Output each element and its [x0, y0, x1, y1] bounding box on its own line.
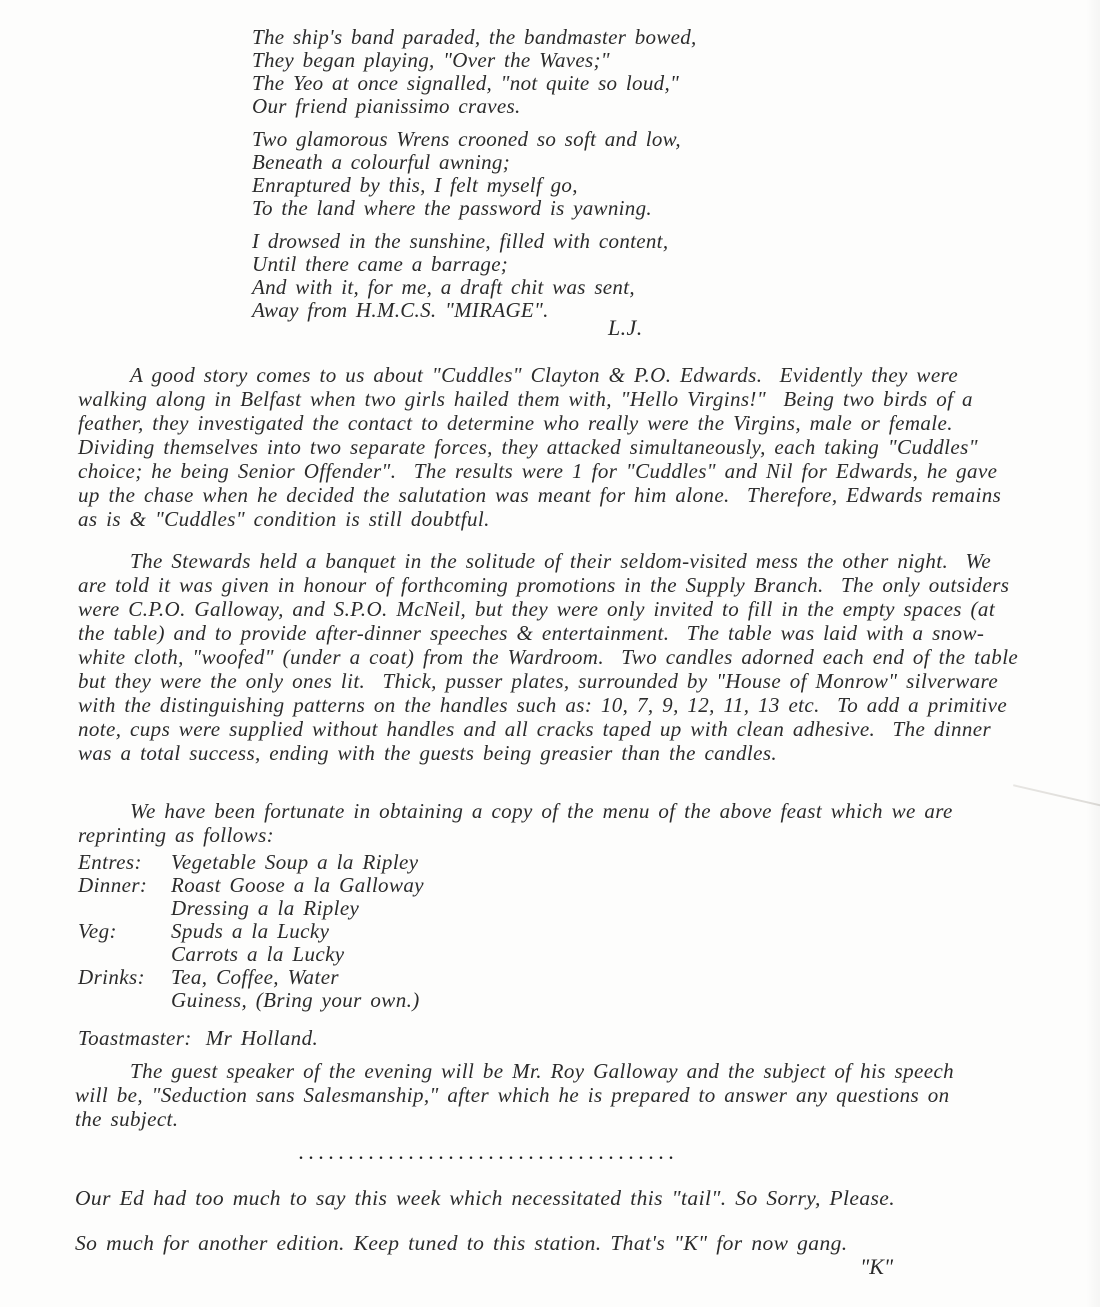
menu-row-veg — [78, 920, 424, 966]
poem-stanza-2 — [252, 128, 697, 220]
poem-line: I drowsed in the sunshine, filled with content, — [252, 229, 669, 253]
guest-speaker-paragraph: The guest speaker of the evening will be Mr. Roy Galloway and the subject of his speech will be, "Seduction sans Salesmanship," after which he is prepared to answer any questions on the subject. — [75, 1059, 963, 1131]
menu-row-entres — [78, 851, 424, 874]
editor-note-line-2: So much for another edition. Keep tuned to this station. That's "K" for now gang. — [75, 1231, 848, 1255]
story-paragraph-cuddles: A good story comes to us about "Cuddles" Clayton & P.O. Edwards. Evidently they were walking along in Belfast when two girls hailed them with, "Hello Virgins!" Being two birds of a feather, they investigated the contact to determine who really were the Virgins, male or female. Dividing themselves into two separate forces, they attacked simultaneously, each taking "Cuddles" choice; he being Senior Offender". The results were 1 for "Cuddles" and Nil for Edwards, he gave up the chase when he decided the salutation was meant for him alone. Therefore, Edwards remains as is & "Cuddles" condition is still doubtful. — [78, 363, 1010, 531]
menu-row-dinner — [78, 874, 424, 920]
poem-stanza-3 — [252, 230, 697, 322]
poem-line: Away from H.M.C.S. "MIRAGE". — [252, 298, 549, 322]
poem-line: Beneath a colourful awning; — [252, 150, 510, 174]
poem-line: And with it, for me, a draft chit was sent, — [252, 275, 635, 299]
poem-line: Until there came a barrage; — [252, 252, 509, 276]
menu-course-label: Veg: — [78, 919, 117, 943]
poem-line: The Yeo at once signalled, "not quite so loud," — [252, 71, 680, 95]
menu-item: Vegetable Soup a la Ripley — [171, 850, 419, 874]
poem-line: The ship's band paraded, the bandmaster bowed, — [252, 25, 697, 49]
poem-line: To the land where the password is yawning. — [252, 196, 652, 220]
signoff-k: "K" — [860, 1254, 894, 1279]
editor-note-line-1: Our Ed had too much to say this week which necessitated this "tail". So Sorry, Please. — [75, 1186, 896, 1210]
poem-block — [252, 26, 697, 332]
menu-item: Dressing a la Ripley — [171, 896, 360, 920]
poem-line: Two glamorous Wrens crooned so soft and low, — [252, 127, 681, 151]
menu-course-label: Dinner: — [78, 873, 148, 897]
toastmaster-label: Toastmaster: — [78, 1026, 192, 1050]
poem-signature: L.J. — [608, 315, 643, 340]
dotted-separator: ...................................... — [299, 1146, 679, 1163]
menu-item: Tea, Coffee, Water — [171, 965, 339, 989]
menu-item: Guiness, (Bring your own.) — [171, 988, 420, 1012]
scan-edge-shade — [1086, 0, 1100, 1307]
menu-course-label: Drinks: — [78, 965, 145, 989]
story-paragraph-banquet: The Stewards held a banquet in the solitude of their seldom-visited mess the other night. We are told it was given in honour of forthcoming promotions in the Supply Branch. The only outsiders were C.P.O. Galloway, and S.P.O. McNeil, but they were only invited to fill in the empty spaces (at the table) and to provide after-dinner speeches & entertainment. The table was laid with a snow-white cloth, "woofed" (under a coat) from the Wardroom. Two candles adorned each end of the table but they were the only ones lit. Thick, pusser plates, surrounded by "House of Monrow" silverware with the distinguishing patterns on the handles such as: 10, 7, 9, 12, 11, 13 etc. To add a primitive note, cups were supplied without handles and all cracks taped up with clean adhesive. The dinner was a total success, ending with the guests being greasier than the candles. — [78, 549, 1027, 765]
poem-stanza-1 — [252, 26, 697, 118]
poem-line: Enraptured by this, I felt myself go, — [252, 173, 578, 197]
poem-line: Our friend pianissimo craves. — [252, 94, 521, 118]
menu-course-label: Entres: — [78, 850, 142, 874]
menu-list — [78, 851, 424, 1012]
menu-item: Carrots a la Lucky — [171, 942, 345, 966]
toastmaster-value: Mr Holland. — [205, 1026, 319, 1050]
menu-intro-paragraph: We have been fortunate in obtaining a copy of the menu of the above feast which we are reprinting as follows: — [78, 799, 962, 847]
menu-item: Roast Goose a la Galloway — [171, 873, 424, 897]
menu-row-drinks — [78, 966, 424, 1012]
toastmaster-line — [78, 1026, 318, 1051]
menu-item: Spuds a la Lucky — [171, 919, 330, 943]
poem-line: They began playing, "Over the Waves;" — [252, 48, 610, 72]
